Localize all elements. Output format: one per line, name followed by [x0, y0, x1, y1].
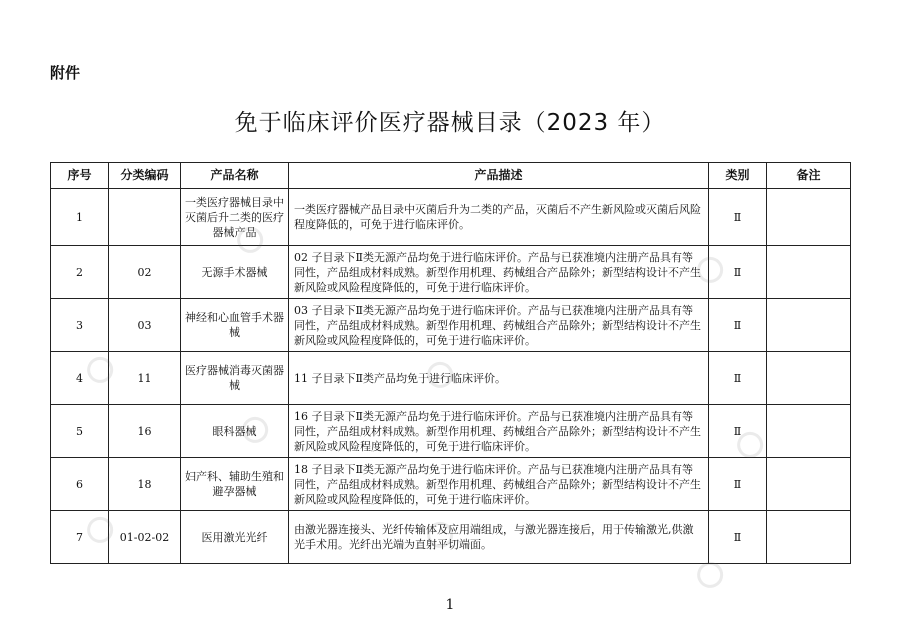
cell-no: 7 [51, 511, 109, 564]
cell-class: Ⅱ [709, 189, 767, 246]
cell-note [767, 511, 851, 564]
cell-desc: 由激光器连接头、光纤传输体及应用端组成，与激光器连接后，用于传输激光,供激光手术用。光纤出光端为直射平切端面。 [289, 511, 709, 564]
cell-class: Ⅱ [709, 511, 767, 564]
table-row [51, 189, 851, 246]
cell-code: 02 [109, 246, 181, 299]
cell-class: Ⅱ [709, 458, 767, 511]
col-header-note: 备注 [767, 163, 851, 189]
cell-no: 2 [51, 246, 109, 299]
col-header-desc: 产品描述 [289, 163, 709, 189]
cell-name: 神经和心血管手术器械 [181, 299, 289, 352]
cell-name: 眼科器械 [181, 405, 289, 458]
table-row [51, 299, 851, 352]
cell-class: Ⅱ [709, 246, 767, 299]
cell-note [767, 352, 851, 405]
cell-no: 1 [51, 189, 109, 246]
cell-note [767, 246, 851, 299]
cell-name: 一类医疗器械目录中灭菌后升二类的医疗器械产品 [181, 189, 289, 246]
cell-desc: 18 子目录下Ⅱ类无源产品均免于进行临床评价。产品与已获准境内注册产品具有等同性，产品组成材料成熟。新型作用机理、药械组合产品除外；新型结构设计不产生新风险或风险程度降低的，可免于进行临床评价。 [289, 458, 709, 511]
cell-desc: 11 子目录下Ⅱ类产品均免于进行临床评价。 [289, 352, 709, 405]
table-header-row [51, 163, 851, 189]
page-number: 1 [445, 597, 455, 613]
table-row [51, 246, 851, 299]
cell-desc: 02 子目录下Ⅱ类无源产品均免于进行临床评价。产品与已获准境内注册产品具有等同性，产品组成材料成熟。新型作用机理、药械组合产品除外；新型结构设计不产生新风险或风险程度降低的，可免于进行临床评价。 [289, 246, 709, 299]
table-row [51, 405, 851, 458]
cell-code: 16 [109, 405, 181, 458]
cell-note [767, 458, 851, 511]
cell-code: 01-02-02 [109, 511, 181, 564]
table-row [51, 352, 851, 405]
page-title: 免于临床评价医疗器械目录（2023 年） [234, 110, 666, 136]
cell-name: 医疗器械消毒灭菌器械 [181, 352, 289, 405]
cell-code [109, 189, 181, 246]
cell-no: 4 [51, 352, 109, 405]
cell-no: 3 [51, 299, 109, 352]
cell-desc: 16 子目录下Ⅱ类无源产品均免于进行临床评价。产品与已获准境内注册产品具有等同性，产品组成材料成熟。新型作用机理、药械组合产品除外；新型结构设计不产生新风险或风险程度降低的，可免于进行临床评价。 [289, 405, 709, 458]
cell-desc: 一类医疗器械产品目录中灭菌后升为二类的产品，灭菌后不产生新风险或灭菌后风险程度降低的，可免于进行临床评价。 [289, 189, 709, 246]
cell-desc: 03 子目录下Ⅱ类无源产品均免于进行临床评价。产品与已获准境内注册产品具有等同性，产品组成材料成熟。新型作用机理、药械组合产品除外；新型结构设计不产生新风险或风险程度降低的，可免于进行临床评价。 [289, 299, 709, 352]
col-header-class: 类别 [709, 163, 767, 189]
cell-name: 妇产科、辅助生殖和避孕器械 [181, 458, 289, 511]
col-header-no: 序号 [51, 163, 109, 189]
cell-class: Ⅱ [709, 299, 767, 352]
cell-note [767, 189, 851, 246]
cell-note [767, 299, 851, 352]
table-row [51, 511, 851, 564]
cell-class: Ⅱ [709, 352, 767, 405]
col-header-code: 分类编码 [109, 163, 181, 189]
table-row [51, 458, 851, 511]
col-header-name: 产品名称 [181, 163, 289, 189]
cell-no: 6 [51, 458, 109, 511]
cell-name: 医用激光光纤 [181, 511, 289, 564]
cell-name: 无源手术器械 [181, 246, 289, 299]
cell-code: 18 [109, 458, 181, 511]
cell-note [767, 405, 851, 458]
cell-class: Ⅱ [709, 405, 767, 458]
attachment-label: 附件 [50, 64, 81, 82]
catalog-table [50, 162, 851, 564]
cell-code: 03 [109, 299, 181, 352]
cell-no: 5 [51, 405, 109, 458]
cell-code: 11 [109, 352, 181, 405]
